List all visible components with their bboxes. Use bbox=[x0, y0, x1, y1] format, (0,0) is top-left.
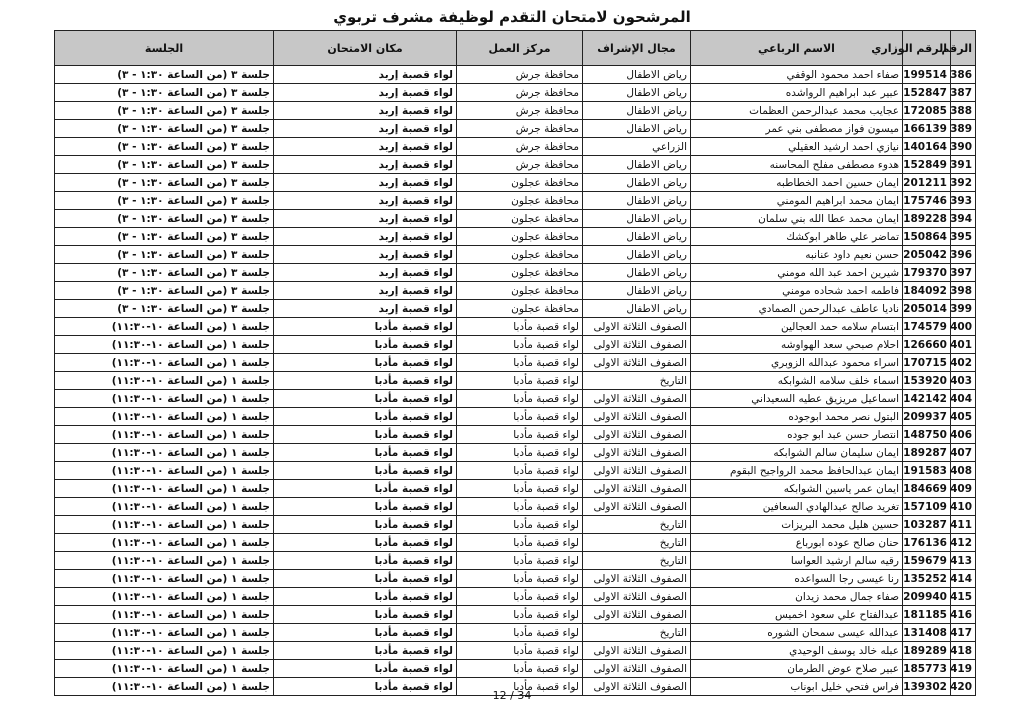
table-row bbox=[55, 156, 976, 174]
cell-no: 410 bbox=[951, 498, 976, 516]
cell-name: عبله خالد يوسف الوحيدي bbox=[691, 642, 903, 660]
cell-place: لواء قصبة مأدبا bbox=[274, 318, 457, 336]
cell-no: 394 bbox=[951, 210, 976, 228]
cell-no: 393 bbox=[951, 192, 976, 210]
cell-field: الصفوف الثلاثة الاولى bbox=[583, 498, 691, 516]
table-row bbox=[55, 120, 976, 138]
cell-place: لواء قصبة إربد bbox=[274, 174, 457, 192]
table-row bbox=[55, 642, 976, 660]
header-center: مركز العمل bbox=[457, 31, 583, 66]
cell-field: رياض الاطفال bbox=[583, 264, 691, 282]
cell-ministry-id: 153920 bbox=[903, 372, 951, 390]
cell-center: محافظة جرش bbox=[457, 66, 583, 84]
table-row bbox=[55, 102, 976, 120]
cell-field: رياض الاطفال bbox=[583, 300, 691, 318]
table-row bbox=[55, 408, 976, 426]
cell-field: التاريخ bbox=[583, 516, 691, 534]
cell-session: جلسة ٣ (من الساعة ١:٣٠ - ٣) bbox=[55, 210, 274, 228]
cell-center: لواء قصبة مأدبا bbox=[457, 552, 583, 570]
cell-center: محافظة عجلون bbox=[457, 264, 583, 282]
cell-session: جلسة ١ (من الساعة ١٠-١١:٣٠) bbox=[55, 444, 274, 462]
cell-name: ايمان سليمان سالم الشوابكه bbox=[691, 444, 903, 462]
cell-session: جلسة ١ (من الساعة ١٠-١١:٣٠) bbox=[55, 678, 274, 696]
cell-center: محافظة عجلون bbox=[457, 228, 583, 246]
table-row bbox=[55, 300, 976, 318]
cell-field: رياض الاطفال bbox=[583, 120, 691, 138]
cell-place: لواء قصبة مأدبا bbox=[274, 570, 457, 588]
cell-no: 396 bbox=[951, 246, 976, 264]
cell-ministry-id: 184092 bbox=[903, 282, 951, 300]
cell-field: الصفوف الثلاثة الاولى bbox=[583, 444, 691, 462]
cell-center: لواء قصبة مأدبا bbox=[457, 534, 583, 552]
cell-field: رياض الاطفال bbox=[583, 156, 691, 174]
cell-session: جلسة ١ (من الساعة ١٠-١١:٣٠) bbox=[55, 354, 274, 372]
cell-session: جلسة ١ (من الساعة ١٠-١١:٣٠) bbox=[55, 372, 274, 390]
cell-ministry-id: 142142 bbox=[903, 390, 951, 408]
cell-session: جلسة ٣ (من الساعة ١:٣٠ - ٣) bbox=[55, 300, 274, 318]
cell-field: التاريخ bbox=[583, 624, 691, 642]
cell-no: 401 bbox=[951, 336, 976, 354]
cell-place: لواء قصبة مأدبا bbox=[274, 516, 457, 534]
cell-name: حسين هليل محمد البريزات bbox=[691, 516, 903, 534]
table-row bbox=[55, 606, 976, 624]
cell-no: 402 bbox=[951, 354, 976, 372]
cell-name: عبير صلاح عوض الطرمان bbox=[691, 660, 903, 678]
table-row bbox=[55, 138, 976, 156]
table-row bbox=[55, 390, 976, 408]
cell-ministry-id: 131408 bbox=[903, 624, 951, 642]
cell-ministry-id: 166139 bbox=[903, 120, 951, 138]
candidates-table bbox=[54, 30, 976, 696]
table-row bbox=[55, 624, 976, 642]
cell-name: ايمان عبدالحافظ محمد الرواجيح البقوم bbox=[691, 462, 903, 480]
cell-no: 408 bbox=[951, 462, 976, 480]
table-row bbox=[55, 426, 976, 444]
cell-no: 411 bbox=[951, 516, 976, 534]
table-row bbox=[55, 246, 976, 264]
cell-field: رياض الاطفال bbox=[583, 66, 691, 84]
cell-center: لواء قصبة مأدبا bbox=[457, 570, 583, 588]
cell-place: لواء قصبة إربد bbox=[274, 84, 457, 102]
cell-no: 403 bbox=[951, 372, 976, 390]
header-session: الجلسة bbox=[55, 31, 274, 66]
cell-place: لواء قصبة إربد bbox=[274, 228, 457, 246]
cell-name: البتول نصر محمد ابوجوده bbox=[691, 408, 903, 426]
cell-session: جلسة ١ (من الساعة ١٠-١١:٣٠) bbox=[55, 480, 274, 498]
cell-center: لواء قصبة مأدبا bbox=[457, 588, 583, 606]
table-row bbox=[55, 372, 976, 390]
cell-ministry-id: 199514 bbox=[903, 66, 951, 84]
table-row bbox=[55, 480, 976, 498]
cell-center: محافظة عجلون bbox=[457, 174, 583, 192]
cell-ministry-id: 181185 bbox=[903, 606, 951, 624]
cell-center: لواء قصبة مأدبا bbox=[457, 408, 583, 426]
cell-no: 390 bbox=[951, 138, 976, 156]
cell-no: 398 bbox=[951, 282, 976, 300]
cell-center: لواء قصبة مأدبا bbox=[457, 516, 583, 534]
cell-name: ايمان عمر ياسين الشوابكه bbox=[691, 480, 903, 498]
cell-field: رياض الاطفال bbox=[583, 282, 691, 300]
cell-ministry-id: 140164 bbox=[903, 138, 951, 156]
cell-name: هدوء مصطفى مفلح المحاسنه bbox=[691, 156, 903, 174]
cell-no: 404 bbox=[951, 390, 976, 408]
cell-place: لواء قصبة مأدبا bbox=[274, 408, 457, 426]
cell-ministry-id: 135252 bbox=[903, 570, 951, 588]
cell-center: لواء قصبة مأدبا bbox=[457, 390, 583, 408]
cell-no: 420 bbox=[951, 678, 976, 696]
cell-ministry-id: 191583 bbox=[903, 462, 951, 480]
table-row bbox=[55, 660, 976, 678]
cell-center: لواء قصبة مأدبا bbox=[457, 624, 583, 642]
header-no: الرقم bbox=[951, 31, 976, 66]
cell-place: لواء قصبة مأدبا bbox=[274, 534, 457, 552]
cell-session: جلسة ٣ (من الساعة ١:٣٠ - ٣) bbox=[55, 228, 274, 246]
cell-session: جلسة ٣ (من الساعة ١:٣٠ - ٣) bbox=[55, 192, 274, 210]
table-row bbox=[55, 534, 976, 552]
cell-field: رياض الاطفال bbox=[583, 192, 691, 210]
cell-name: فراس فتحي خليل ابوناب bbox=[691, 678, 903, 696]
cell-session: جلسة ١ (من الساعة ١٠-١١:٣٠) bbox=[55, 570, 274, 588]
page-title: المرشحون لامتحان التقدم لوظيفة مشرف تربوي bbox=[333, 8, 691, 26]
cell-place: لواء قصبة إربد bbox=[274, 120, 457, 138]
cell-session: جلسة ٣ (من الساعة ١:٣٠ - ٣) bbox=[55, 174, 274, 192]
cell-place: لواء قصبة مأدبا bbox=[274, 642, 457, 660]
cell-field: الصفوف الثلاثة الاولى bbox=[583, 318, 691, 336]
cell-field: الصفوف الثلاثة الاولى bbox=[583, 426, 691, 444]
cell-ministry-id: 184669 bbox=[903, 480, 951, 498]
cell-session: جلسة ١ (من الساعة ١٠-١١:٣٠) bbox=[55, 552, 274, 570]
cell-place: لواء قصبة إربد bbox=[274, 102, 457, 120]
cell-ministry-id: 159679 bbox=[903, 552, 951, 570]
cell-field: الصفوف الثلاثة الاولى bbox=[583, 642, 691, 660]
cell-no: 397 bbox=[951, 264, 976, 282]
cell-session: جلسة ١ (من الساعة ١٠-١١:٣٠) bbox=[55, 660, 274, 678]
cell-no: 405 bbox=[951, 408, 976, 426]
cell-center: لواء قصبة مأدبا bbox=[457, 372, 583, 390]
cell-name: انتصار حسن عبد ابو جوده bbox=[691, 426, 903, 444]
cell-field: التاريخ bbox=[583, 552, 691, 570]
cell-no: 407 bbox=[951, 444, 976, 462]
cell-center: لواء قصبة مأدبا bbox=[457, 444, 583, 462]
cell-name: احلام صبحي سعد الهواوشه bbox=[691, 336, 903, 354]
cell-name: عبدالله عيسى سمحان الشوره bbox=[691, 624, 903, 642]
cell-name: شيرين احمد عبد الله مومني bbox=[691, 264, 903, 282]
cell-center: محافظة عجلون bbox=[457, 210, 583, 228]
cell-ministry-id: 209937 bbox=[903, 408, 951, 426]
cell-ministry-id: 179370 bbox=[903, 264, 951, 282]
table-row bbox=[55, 66, 976, 84]
cell-place: لواء قصبة إربد bbox=[274, 246, 457, 264]
cell-field: الصفوف الثلاثة الاولى bbox=[583, 678, 691, 696]
cell-place: لواء قصبة مأدبا bbox=[274, 444, 457, 462]
table-row bbox=[55, 462, 976, 480]
cell-field: رياض الاطفال bbox=[583, 246, 691, 264]
cell-name: فاطمه احمد شحاده مومني bbox=[691, 282, 903, 300]
cell-place: لواء قصبة إربد bbox=[274, 156, 457, 174]
cell-name: ايمان محمد ابراهيم المومني bbox=[691, 192, 903, 210]
cell-place: لواء قصبة مأدبا bbox=[274, 624, 457, 642]
cell-center: لواء قصبة مأدبا bbox=[457, 678, 583, 696]
table-row bbox=[55, 84, 976, 102]
cell-ministry-id: 170715 bbox=[903, 354, 951, 372]
table-row bbox=[55, 354, 976, 372]
cell-place: لواء قصبة إربد bbox=[274, 282, 457, 300]
cell-center: لواء قصبة مأدبا bbox=[457, 660, 583, 678]
cell-center: لواء قصبة مأدبا bbox=[457, 354, 583, 372]
table-row bbox=[55, 210, 976, 228]
cell-name: ناديا عاطف عبدالرحمن الصمادي bbox=[691, 300, 903, 318]
cell-ministry-id: 150864 bbox=[903, 228, 951, 246]
cell-field: الزراعي bbox=[583, 138, 691, 156]
cell-session: جلسة ٣ (من الساعة ١:٣٠ - ٣) bbox=[55, 264, 274, 282]
cell-center: محافظة جرش bbox=[457, 120, 583, 138]
cell-name: اسماء خلف سلامه الشوابكه bbox=[691, 372, 903, 390]
cell-field: رياض الاطفال bbox=[583, 84, 691, 102]
cell-name: ايمان حسين احمد الخطاطبه bbox=[691, 174, 903, 192]
cell-ministry-id: 174579 bbox=[903, 318, 951, 336]
cell-session: جلسة ٣ (من الساعة ١:٣٠ - ٣) bbox=[55, 138, 274, 156]
cell-session: جلسة ٣ (من الساعة ١:٣٠ - ٣) bbox=[55, 282, 274, 300]
cell-no: 419 bbox=[951, 660, 976, 678]
cell-session: جلسة ٣ (من الساعة ١:٣٠ - ٣) bbox=[55, 246, 274, 264]
cell-session: جلسة ٣ (من الساعة ١:٣٠ - ٣) bbox=[55, 102, 274, 120]
cell-ministry-id: 189289 bbox=[903, 642, 951, 660]
cell-session: جلسة ١ (من الساعة ١٠-١١:٣٠) bbox=[55, 624, 274, 642]
cell-ministry-id: 205014 bbox=[903, 300, 951, 318]
table-row bbox=[55, 498, 976, 516]
cell-no: 386 bbox=[951, 66, 976, 84]
table-body bbox=[55, 66, 976, 696]
cell-place: لواء قصبة مأدبا bbox=[274, 606, 457, 624]
cell-place: لواء قصبة إربد bbox=[274, 300, 457, 318]
cell-field: الصفوف الثلاثة الاولى bbox=[583, 336, 691, 354]
cell-session: جلسة ١ (من الساعة ١٠-١١:٣٠) bbox=[55, 408, 274, 426]
cell-no: 418 bbox=[951, 642, 976, 660]
cell-field: التاريخ bbox=[583, 534, 691, 552]
cell-place: لواء قصبة مأدبا bbox=[274, 480, 457, 498]
cell-session: جلسة ٣ (من الساعة ١:٣٠ - ٣) bbox=[55, 66, 274, 84]
cell-no: 414 bbox=[951, 570, 976, 588]
cell-center: محافظة عجلون bbox=[457, 246, 583, 264]
cell-ministry-id: 205042 bbox=[903, 246, 951, 264]
cell-center: محافظة جرش bbox=[457, 84, 583, 102]
cell-field: الصفوف الثلاثة الاولى bbox=[583, 480, 691, 498]
cell-no: 406 bbox=[951, 426, 976, 444]
cell-session: جلسة ١ (من الساعة ١٠-١١:٣٠) bbox=[55, 606, 274, 624]
cell-session: جلسة ١ (من الساعة ١٠-١١:٣٠) bbox=[55, 462, 274, 480]
table-row bbox=[55, 552, 976, 570]
cell-place: لواء قصبة إربد bbox=[274, 138, 457, 156]
header-place: مكان الامتحان bbox=[274, 31, 457, 66]
cell-ministry-id: 172085 bbox=[903, 102, 951, 120]
cell-name: رنا عيسى رجا السواعده bbox=[691, 570, 903, 588]
cell-field: رياض الاطفال bbox=[583, 174, 691, 192]
cell-place: لواء قصبة مأدبا bbox=[274, 588, 457, 606]
cell-place: لواء قصبة مأدبا bbox=[274, 660, 457, 678]
cell-session: جلسة ٣ (من الساعة ١:٣٠ - ٣) bbox=[55, 84, 274, 102]
cell-center: لواء قصبة مأدبا bbox=[457, 642, 583, 660]
cell-no: 399 bbox=[951, 300, 976, 318]
cell-field: التاريخ bbox=[583, 372, 691, 390]
cell-no: 395 bbox=[951, 228, 976, 246]
table-row bbox=[55, 228, 976, 246]
cell-field: الصفوف الثلاثة الاولى bbox=[583, 354, 691, 372]
cell-name: ايمان محمد عطا الله بني سلمان bbox=[691, 210, 903, 228]
cell-ministry-id: 126660 bbox=[903, 336, 951, 354]
cell-ministry-id: 148750 bbox=[903, 426, 951, 444]
cell-center: محافظة عجلون bbox=[457, 300, 583, 318]
cell-session: جلسة ١ (من الساعة ١٠-١١:٣٠) bbox=[55, 318, 274, 336]
cell-field: الصفوف الثلاثة الاولى bbox=[583, 606, 691, 624]
cell-no: 391 bbox=[951, 156, 976, 174]
cell-name: رقيه سالم ارشيد العواسا bbox=[691, 552, 903, 570]
table-row bbox=[55, 588, 976, 606]
cell-center: لواء قصبة مأدبا bbox=[457, 498, 583, 516]
cell-session: جلسة ١ (من الساعة ١٠-١١:٣٠) bbox=[55, 498, 274, 516]
cell-no: 417 bbox=[951, 624, 976, 642]
cell-session: جلسة ١ (من الساعة ١٠-١١:٣٠) bbox=[55, 642, 274, 660]
cell-center: محافظة عجلون bbox=[457, 192, 583, 210]
cell-name: تماضر علي طاهر ابوكشك bbox=[691, 228, 903, 246]
table-row bbox=[55, 192, 976, 210]
cell-session: جلسة ٣ (من الساعة ١:٣٠ - ٣) bbox=[55, 156, 274, 174]
cell-name: ميسون فواز مصطفى بني عمر bbox=[691, 120, 903, 138]
cell-session: جلسة ٣ (من الساعة ١:٣٠ - ٣) bbox=[55, 120, 274, 138]
cell-name: عجايب محمد عبدالرحمن العظمات bbox=[691, 102, 903, 120]
header-field: مجال الإشراف bbox=[583, 31, 691, 66]
cell-place: لواء قصبة مأدبا bbox=[274, 354, 457, 372]
cell-field: رياض الاطفال bbox=[583, 102, 691, 120]
cell-center: لواء قصبة مأدبا bbox=[457, 462, 583, 480]
page-number: 12 / 34 bbox=[492, 689, 532, 702]
cell-no: 389 bbox=[951, 120, 976, 138]
cell-name: حسن نعيم داود عنانبه bbox=[691, 246, 903, 264]
cell-session: جلسة ١ (من الساعة ١٠-١١:٣٠) bbox=[55, 516, 274, 534]
cell-field: رياض الاطفال bbox=[583, 228, 691, 246]
cell-no: 415 bbox=[951, 588, 976, 606]
cell-ministry-id: 175746 bbox=[903, 192, 951, 210]
cell-place: لواء قصبة إربد bbox=[274, 192, 457, 210]
cell-place: لواء قصبة مأدبا bbox=[274, 426, 457, 444]
cell-place: لواء قصبة مأدبا bbox=[274, 390, 457, 408]
table-row bbox=[55, 318, 976, 336]
cell-center: محافظة جرش bbox=[457, 102, 583, 120]
cell-ministry-id: 103287 bbox=[903, 516, 951, 534]
cell-center: لواء قصبة مأدبا bbox=[457, 480, 583, 498]
cell-name: صفاء احمد محمود الوقفي bbox=[691, 66, 903, 84]
cell-name: نيازي احمد ارشيد العقيلي bbox=[691, 138, 903, 156]
cell-place: لواء قصبة مأدبا bbox=[274, 462, 457, 480]
cell-ministry-id: 139302 bbox=[903, 678, 951, 696]
cell-no: 400 bbox=[951, 318, 976, 336]
cell-place: لواء قصبة مأدبا bbox=[274, 552, 457, 570]
cell-ministry-id: 189287 bbox=[903, 444, 951, 462]
table-row bbox=[55, 282, 976, 300]
cell-ministry-id: 152849 bbox=[903, 156, 951, 174]
cell-no: 387 bbox=[951, 84, 976, 102]
header-ministry-id: الرقم الوزاري bbox=[903, 31, 951, 66]
cell-center: محافظة عجلون bbox=[457, 282, 583, 300]
cell-no: 392 bbox=[951, 174, 976, 192]
cell-place: لواء قصبة إربد bbox=[274, 210, 457, 228]
table-row bbox=[55, 444, 976, 462]
cell-center: محافظة جرش bbox=[457, 138, 583, 156]
cell-center: لواء قصبة مأدبا bbox=[457, 318, 583, 336]
cell-session: جلسة ١ (من الساعة ١٠-١١:٣٠) bbox=[55, 336, 274, 354]
cell-place: لواء قصبة مأدبا bbox=[274, 336, 457, 354]
cell-name: اسماعيل مريزيق عطيه السعيداني bbox=[691, 390, 903, 408]
table-row bbox=[55, 516, 976, 534]
cell-no: 388 bbox=[951, 102, 976, 120]
cell-center: لواء قصبة مأدبا bbox=[457, 336, 583, 354]
header-name: الاسم الرباعي bbox=[691, 31, 903, 66]
cell-name: عبير عبد ابراهيم الرواشده bbox=[691, 84, 903, 102]
cell-field: الصفوف الثلاثة الاولى bbox=[583, 588, 691, 606]
cell-ministry-id: 185773 bbox=[903, 660, 951, 678]
cell-name: تغريد صالح عبدالهادي السعافين bbox=[691, 498, 903, 516]
cell-session: جلسة ١ (من الساعة ١٠-١١:٣٠) bbox=[55, 588, 274, 606]
cell-field: الصفوف الثلاثة الاولى bbox=[583, 660, 691, 678]
cell-field: الصفوف الثلاثة الاولى bbox=[583, 570, 691, 588]
cell-place: لواء قصبة مأدبا bbox=[274, 372, 457, 390]
cell-ministry-id: 189228 bbox=[903, 210, 951, 228]
cell-place: لواء قصبة مأدبا bbox=[274, 498, 457, 516]
cell-name: حنان صالح عوده ابورباع bbox=[691, 534, 903, 552]
cell-field: الصفوف الثلاثة الاولى bbox=[583, 462, 691, 480]
cell-center: لواء قصبة مأدبا bbox=[457, 426, 583, 444]
table-row bbox=[55, 174, 976, 192]
cell-ministry-id: 157109 bbox=[903, 498, 951, 516]
cell-no: 409 bbox=[951, 480, 976, 498]
cell-center: لواء قصبة مأدبا bbox=[457, 606, 583, 624]
cell-place: لواء قصبة مأدبا bbox=[274, 678, 457, 696]
cell-no: 412 bbox=[951, 534, 976, 552]
cell-field: رياض الاطفال bbox=[583, 210, 691, 228]
cell-name: صفاء جمال محمد زيدان bbox=[691, 588, 903, 606]
cell-field: الصفوف الثلاثة الاولى bbox=[583, 390, 691, 408]
cell-name: عبدالفتاح علي سعود اخميس bbox=[691, 606, 903, 624]
table-row bbox=[55, 570, 976, 588]
cell-name: ابتسام سلامه حمد العجالين bbox=[691, 318, 903, 336]
cell-field: الصفوف الثلاثة الاولى bbox=[583, 408, 691, 426]
table-header-row bbox=[55, 31, 976, 66]
cell-place: لواء قصبة إربد bbox=[274, 264, 457, 282]
cell-ministry-id: 209940 bbox=[903, 588, 951, 606]
cell-name: اسراء محمود عبدالله الزوبري bbox=[691, 354, 903, 372]
cell-no: 413 bbox=[951, 552, 976, 570]
cell-no: 416 bbox=[951, 606, 976, 624]
table-row bbox=[55, 264, 976, 282]
cell-ministry-id: 176136 bbox=[903, 534, 951, 552]
cell-center: محافظة جرش bbox=[457, 156, 583, 174]
cell-session: جلسة ١ (من الساعة ١٠-١١:٣٠) bbox=[55, 534, 274, 552]
cell-session: جلسة ١ (من الساعة ١٠-١١:٣٠) bbox=[55, 426, 274, 444]
cell-place: لواء قصبة إربد bbox=[274, 66, 457, 84]
cell-ministry-id: 201211 bbox=[903, 174, 951, 192]
cell-session: جلسة ١ (من الساعة ١٠-١١:٣٠) bbox=[55, 390, 274, 408]
table-row bbox=[55, 336, 976, 354]
cell-ministry-id: 152847 bbox=[903, 84, 951, 102]
